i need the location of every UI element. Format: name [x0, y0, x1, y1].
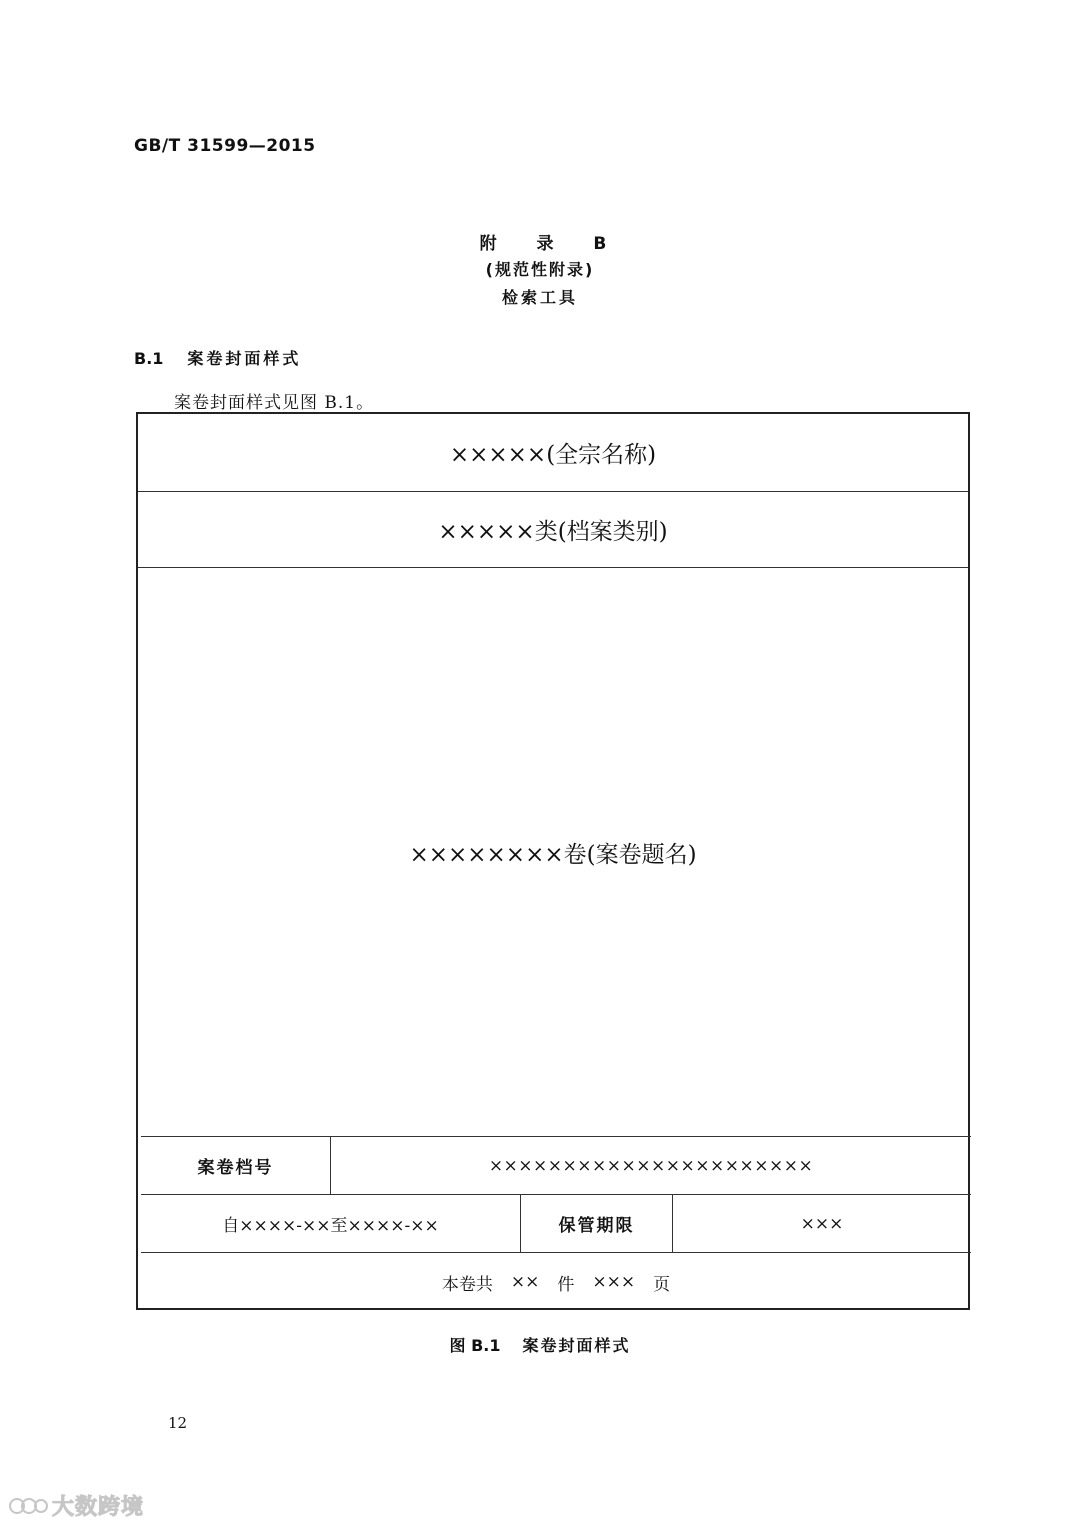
- total-items: ××: [510, 1272, 540, 1292]
- cover-info-grid: [141, 1136, 971, 1310]
- watermark: [8, 1490, 144, 1521]
- standard-code: GB/T 31599—2015: [134, 136, 316, 156]
- file-number-label: 案卷档号: [141, 1137, 331, 1194]
- volume-cover-form: [136, 412, 970, 1310]
- total-pages-unit: 页: [653, 1274, 671, 1295]
- annex-name: 检索工具: [501, 288, 578, 307]
- watermark-text: 大数跨境: [52, 1495, 145, 1520]
- fonds-name-row: [138, 414, 968, 492]
- figure-title: 案卷封面样式: [522, 1336, 631, 1355]
- fonds-name: ×××××(全宗名称): [449, 442, 657, 468]
- total-prefix: 本卷共: [441, 1274, 493, 1295]
- date-range: 自××××-××至××××-××: [141, 1195, 521, 1252]
- file-number-row: [141, 1137, 971, 1195]
- figure-caption: [0, 1333, 1080, 1356]
- archive-category: ×××××类(档案类别): [438, 519, 668, 545]
- total-pages: ×××: [592, 1272, 636, 1292]
- section-title: 案卷封面样式: [187, 349, 302, 368]
- total-items-unit: 件: [557, 1274, 575, 1295]
- annex-title: 附 录 B: [479, 234, 617, 254]
- section-heading: [134, 346, 301, 369]
- section-paragraph: 案卷封面样式见图 B.1。: [174, 393, 375, 413]
- date-retention-row: [141, 1195, 971, 1253]
- archive-category-row: [138, 492, 968, 568]
- watermark-logo-icon: [8, 1495, 48, 1517]
- section-number: B.1: [134, 349, 164, 368]
- total-summary: [141, 1253, 971, 1311]
- figure-number: 图 B.1: [449, 1336, 501, 1355]
- volume-title-area: [138, 568, 968, 1136]
- file-number-value: ××××××××××××××××××××××: [488, 1155, 814, 1176]
- retention-value: ×××: [800, 1213, 844, 1234]
- page-number: 12: [168, 1414, 188, 1432]
- total-row: [141, 1253, 971, 1311]
- retention-label: 保管期限: [521, 1195, 673, 1252]
- annex-type: (规范性附录): [485, 260, 595, 279]
- volume-title: ××××××××卷(案卷题名): [409, 841, 697, 868]
